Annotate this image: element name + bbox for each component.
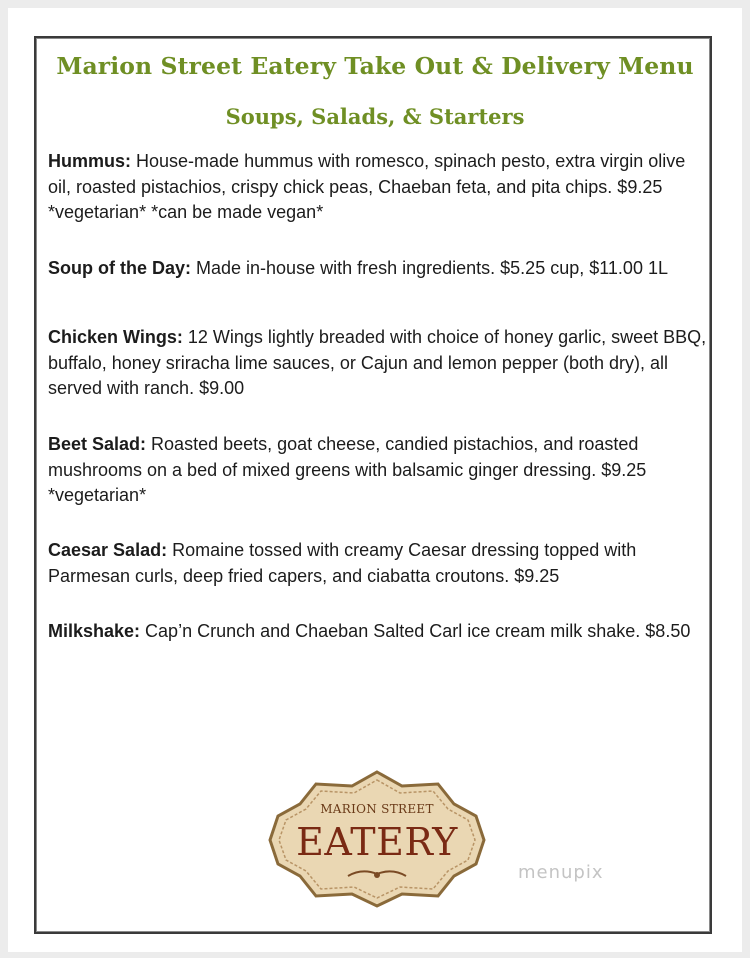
eatery-logo <box>262 768 492 908</box>
item-description: Romaine tossed with creamy Caesar dressing topped with Parmesan curls, deep fried capers, and ciabatta croutons. $9.25 <box>48 540 637 586</box>
logo-text-eatery: EATERY <box>296 820 458 864</box>
section-title: Soups, Salads, & Starters <box>225 104 525 129</box>
item-description: House-made hummus with romesco, spinach pesto, extra virgin olive oil, roasted pistachios, crispy chick peas, Chaeban feta, and pita chips. $9.25 *vegetarian* *can be made vegan* <box>48 151 686 222</box>
item-name: Soup of the Day: <box>48 258 191 278</box>
item-description: Roasted beets, goat cheese, candied pistachios, and roasted mushrooms on a bed of mixed greens with balsamic ginger dressing. $9.25 *vegetarian* <box>48 434 647 505</box>
menupix-watermark: menupix <box>518 862 604 883</box>
item-description: 12 Wings lightly breaded with choice of honey garlic, sweet BBQ, buffalo, honey sriracha lime sauces, or Cajun and lemon pepper (both dry), all served with ranch. $9.00 <box>48 327 707 398</box>
menu-item-soup-of-the-day <box>48 256 708 282</box>
menu-item-milkshake <box>48 619 708 645</box>
menu-item-beet-salad <box>48 432 708 509</box>
item-name: Caesar Salad: <box>48 540 168 560</box>
menu-title: Marion Street Eatery Take Out & Delivery Menu <box>56 52 694 80</box>
logo-text-marion-street: MARION STREET <box>320 802 434 816</box>
item-description: Cap’n Crunch and Chaeban Salted Carl ice cream milk shake. $8.50 <box>140 621 691 641</box>
menu-item-caesar-salad <box>48 538 708 589</box>
item-name: Milkshake: <box>48 621 141 641</box>
menu-item-chicken-wings <box>48 325 708 402</box>
item-name: Hummus: <box>48 151 132 171</box>
item-description: Made in-house with fresh ingredients. $5.25 cup, $11.00 1L <box>191 258 668 278</box>
menu-item-hummus <box>48 149 708 226</box>
item-name: Beet Salad: <box>48 434 147 454</box>
item-name: Chicken Wings: <box>48 327 183 347</box>
